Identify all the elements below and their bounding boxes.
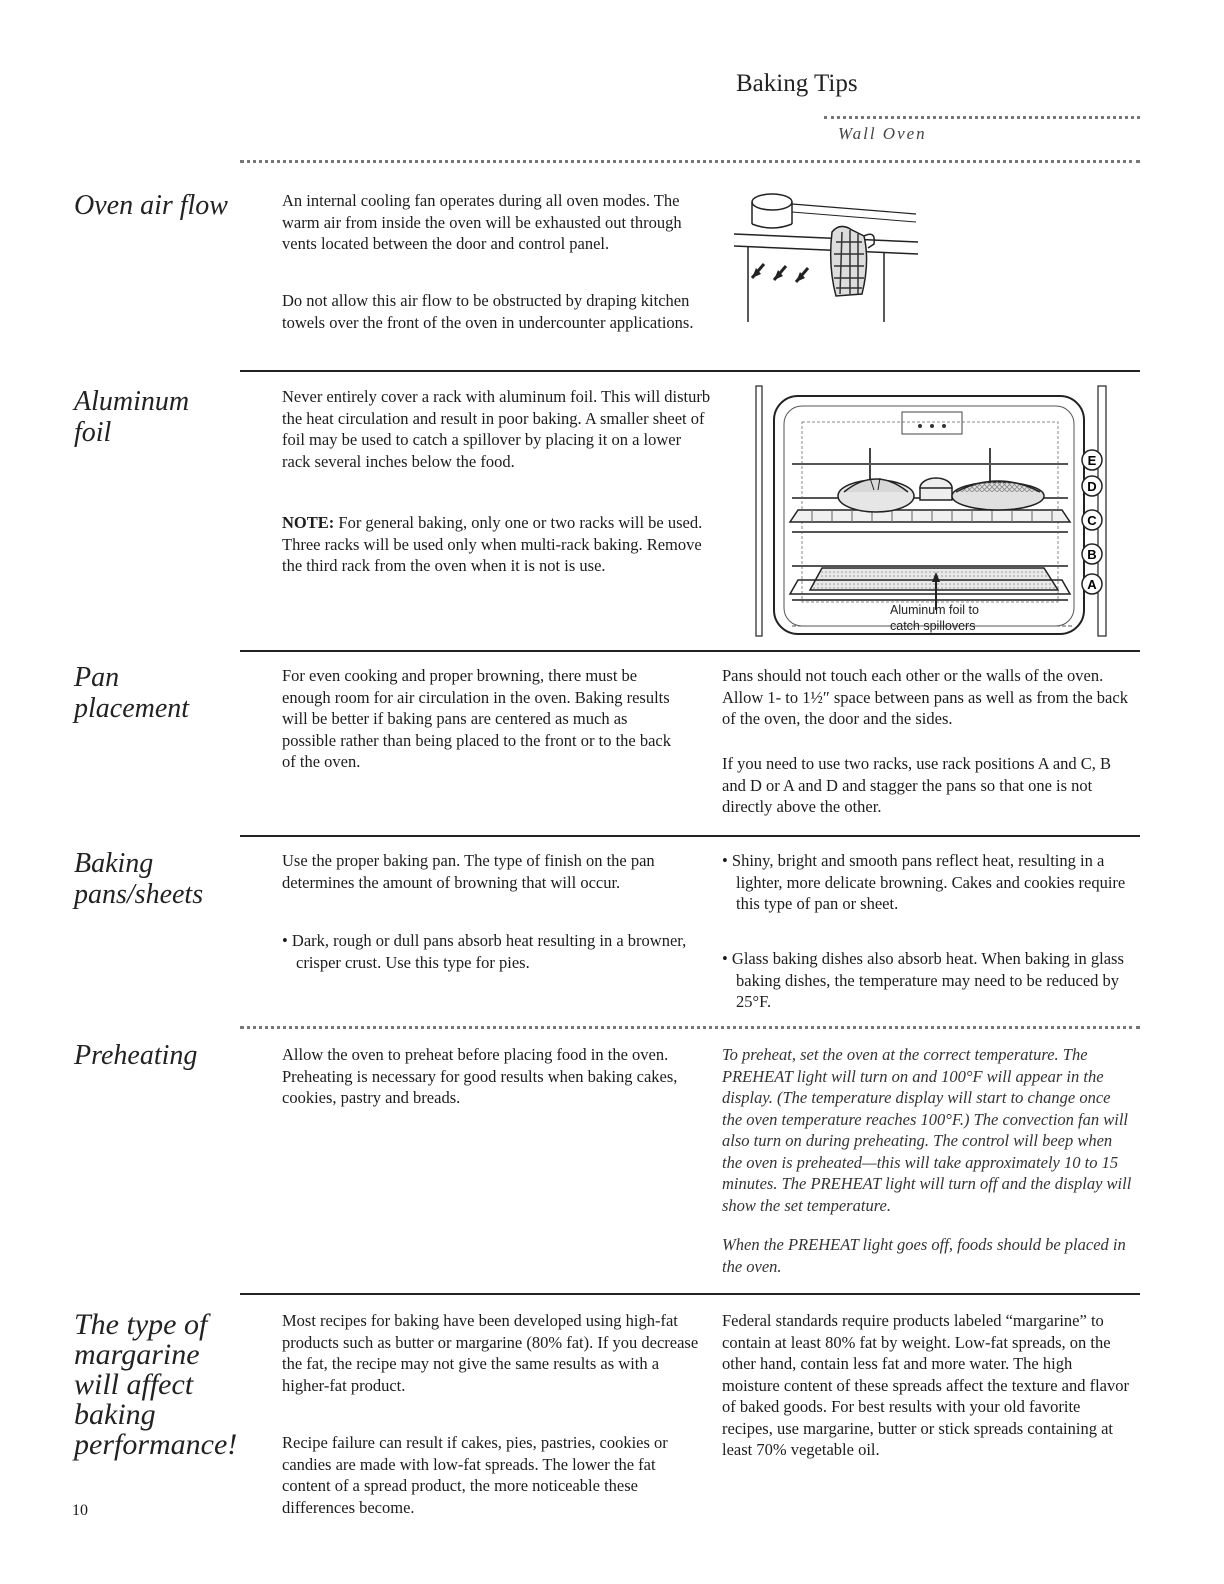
page-number: 10 — [72, 1502, 88, 1519]
rack-label-text: E — [1087, 453, 1097, 468]
preheating-left: Allow the oven to preheat before placing food in the oven. Preheating is necessary for good results when baking cakes, cookies, pastry and breads. — [282, 1045, 678, 1107]
air-flow-paragraph-2: Do not allow this air flow to be obstructed by draping kitchen towels over the front of the oven in undercounter applications. — [282, 291, 694, 332]
heading-line: foil — [74, 417, 112, 448]
margarine-left-2: Recipe failure can result if cakes, pies, pastries, cookies or candies are made with low-fat spreads. The lower the fat content of a spread product, the more noticeable these differences become. — [282, 1433, 668, 1517]
heading-line: baking — [74, 1398, 156, 1431]
page-title: Baking Tips — [736, 70, 858, 97]
preheating-right-2: When the PREHEAT light goes off, foods should be placed in the oven. — [722, 1235, 1126, 1276]
section-divider — [240, 1293, 1140, 1295]
heading-oven-air-flow: Oven air flow — [74, 190, 228, 221]
heading-preheating: Preheating — [74, 1040, 198, 1071]
pan-placement-left: For even cooking and proper browning, there must be enough room for air circulation in the oven. Baking results will be better if baking pans are centered as much as possible rather than being placed to the front or to the back of the oven. — [282, 666, 671, 771]
margarine-right: Federal standards require products labeled “margarine” to contain at least 80% fat by weight. Low-fat spreads, on the other hand, contain less fat and more water. The high moisture content of these spreads affect the texture and flavor of baked goods. For best results with your old favorite recipes, use margarine, butter or stick spreads containing at least 70% vegetable oil. — [722, 1311, 1129, 1459]
baking-pans-bullet-glass: • Glass baking dishes also absorb heat. When baking in glass baking dishes, the temperature may need to be reduced by 25°F. — [722, 949, 1124, 1011]
baking-pans-bullet-dark: • Dark, rough or dull pans absorb heat resulting in a browner, crisper crust. Use this type for pies. — [282, 931, 687, 972]
heading-baking-pans — [74, 848, 244, 910]
air-flow-paragraph-1: An internal cooling fan operates during all oven modes. The warm air from inside the oven will be exhausted out through vents located between the door and control panel. — [282, 191, 682, 253]
preheating-right-1: To preheat, set the oven at the correct temperature. The PREHEAT light will turn on and 100°F will appear in the display. (The temperature display will start to change once the oven temperature reaches 100°F.) The convection fan will also turn on during preheating. The control will beep when the oven is preheated—this will take approximately 10 to 15 minutes. The PREHEAT light will turn off and the display will show the set temperature. — [722, 1045, 1132, 1215]
oven-vent-towel-illustration — [724, 182, 924, 336]
heading-line: will affect — [74, 1368, 194, 1401]
heading-line: Aluminum — [74, 386, 190, 417]
margarine-left-1: Most recipes for baking have been developed using high-fat products such as butter or margarine (80% fat). If you decrease the fat, the recipe may not give the same results as with a higher-fat product. — [282, 1311, 699, 1395]
section-divider — [240, 1026, 1140, 1029]
note-label: NOTE: — [282, 513, 335, 532]
figure-caption-line1: Aluminum foil to — [890, 603, 979, 617]
rack-label-text: A — [1087, 577, 1097, 592]
heading-line: margarine — [74, 1338, 200, 1371]
section-divider — [240, 370, 1140, 372]
pan-placement-right-2: If you need to use two racks, use rack positions A and C, B and D or A and D and stagger the pans so that one is not directly above the other. — [722, 754, 1112, 816]
section-divider — [240, 650, 1140, 652]
aluminum-foil-paragraph: Never entirely cover a rack with aluminum foil. This will disturb the heat circulation and result in poor baking. A smaller sheet of foil may be used to catch a spillover by placing it on a lower rack several inches below the food. — [282, 387, 711, 471]
heading-line: pans/sheets — [74, 879, 204, 910]
rack-label-a — [1082, 574, 1102, 594]
oven-rack-illustration — [752, 382, 1112, 644]
rack-label-b — [1082, 544, 1102, 564]
section-divider — [240, 160, 1140, 163]
heading-pan-placement — [74, 662, 244, 724]
section-divider — [240, 835, 1140, 837]
page-subtitle: Wall Oven — [838, 124, 927, 143]
baking-pans-bullet-shiny: • Shiny, bright and smooth pans reflect heat, resulting in a lighter, more delicate browning. Cakes and cookies require this type of pan or sheet. — [722, 851, 1126, 913]
heading-aluminum-foil — [74, 386, 244, 448]
baking-pans-left-paragraph: Use the proper baking pan. The type of finish on the pan determines the amount of browning that will occur. — [282, 851, 655, 892]
heading-line: placement — [74, 693, 190, 724]
heading-line: Pan — [74, 662, 120, 693]
rack-label-text: C — [1087, 513, 1097, 528]
figure-caption-line2: catch spillovers — [890, 619, 976, 633]
rack-label-text: B — [1087, 547, 1097, 562]
rack-label-text: D — [1087, 479, 1097, 494]
oven-cavity-drawing — [752, 382, 1112, 640]
rack-label-c — [1082, 510, 1102, 530]
aluminum-foil-note — [282, 512, 712, 577]
vent-towel-drawing — [724, 182, 924, 332]
rack-label-d — [1082, 476, 1102, 496]
heading-line: Baking — [74, 848, 154, 879]
rack-label-e — [1082, 450, 1102, 470]
heading-margarine — [74, 1310, 244, 1460]
header-divider — [824, 116, 1140, 119]
note-text: For general baking, only one or two racks will be used. Three racks will be used only when multi-rack baking. Remove the third rack from the oven when it is not is use. — [282, 513, 703, 575]
heading-line: performance! — [74, 1428, 238, 1461]
pan-placement-right-1: Pans should not touch each other or the walls of the oven. Allow 1- to 1½″ space between pans as well as from the back of the oven, the door and the sides. — [722, 666, 1128, 728]
heading-line: The type of — [74, 1308, 208, 1341]
